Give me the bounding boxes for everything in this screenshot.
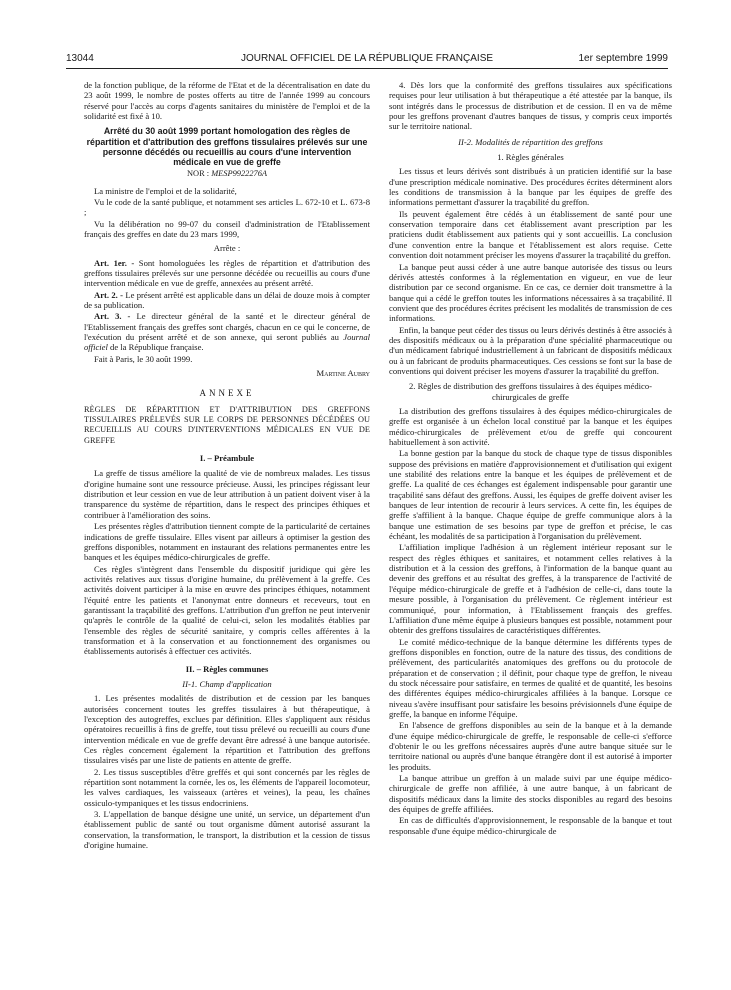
subsection-title: [389, 137, 672, 147]
arrete-word: Arrête :: [213, 243, 241, 254]
article-3: [84, 311, 370, 352]
paragraph: 2. Les tissus susceptibles d'être greffés et qui sont concernés par les règles de répartition sont notamment la cornée, les os, les éléments de l'appareil locomoteur, les valves cardiaques, les vaisseaux (artères et veines), la peau, les chaînes ossiculo-tympaniques et les tissus endocriniens.: [84, 766, 370, 808]
article-text: Sont homologuées les règles de répartition et d'attribution des greffons tissulaires prélevés sur une personne décédée ou recueillis au cours d'une intervention médicale en vue de greffe, annexées au présent arrêté.: [84, 257, 370, 289]
subsection-title-text: II-2. Modalités de répartition des greffons: [458, 136, 603, 147]
journal-link: Journal officiel: [84, 332, 370, 353]
paragraph: 1. Les présentes modalités de distribution et de cession par les banques autorisées concernent toutes les greffes tissulaires à but thérapeutique, à l'exception des autogreffes, exclues par définition. Elles s'appliquent aux résidus opératoires recueillis à fins de greffe, tout tissu prélevé ou recueilli au cours d'une intervention médicale en vue de greffe devant être adressé à une banque autorisée. Ces règles concernent également la répartition et l'attribution des greffons tissulaires visés par une liste de patients en attente de greffe.: [84, 693, 370, 766]
article-text: Le directeur général de la santé et le directeur général de l'Etablissement français des greffes sont chargés, chacun en ce qui le concerne, de l'exécution du présent arrêté et de son annexe, qui seront publiés au: [84, 311, 371, 342]
journal-title: JOURNAL OFFICIEL DE LA RÉPUBLIQUE FRANÇAISE: [240, 53, 494, 64]
paragraph: La greffe de tissus améliore la qualité de vie de nombreux malades. Les tissus d'origine humaine sont une ressource précieuse. Aussi, les principes régissant leur distribution et leur cession en vue de leur attribution à un patient doivent viser à la transparence du système de répartition, dans le respect des principes éthiques et contribuer à l'amélioration des soins.: [84, 468, 370, 520]
left-column: [84, 80, 370, 851]
paragraph: 4. Dès lors que la conformité des greffons tissulaires aux spécifications requises pour leur utilisation à but thérapeutique a été attestée par la banque, ils sont intégrés dans le processus de distribution et de cession. Il en va de même pour les greffons provenant d'autres banques de tissus, y compris ceux importés sur le territoire national.: [389, 80, 672, 132]
right-column: [389, 80, 672, 837]
subsection-title: 2. Règles de distribution des greffons tissulaires à des équipes médico-chirurgicales de greffe: [408, 381, 653, 402]
paragraph: Ils peuvent également être cédés à un établissement de santé pour une conservation temporaire dans cet établissement avant prescription par les praticiens dudit établissement aux patients qui y sont accueillis. La conclusion d'une convention entre la banque et l'établissement est alors requise. Cette convention doit notamment préciser les moyens d'assurer la traçabilité du greffon.: [389, 208, 672, 261]
paragraph: L'affiliation implique l'adhésion à un règlement intérieur reposant sur le respect des règles éthiques et sanitaires, et notamment celles relatives à la distribution et à la cession des greffons, à l'information de la banque quant au devenir des greffons et au résultat des greffes, à la transparence de l'activité de l'équipe médico-chirurgicale de greffe et à l'adhésion de celle-ci, dans toute la mesure possible, à l'organisation du prélèvement. Ce règlement intérieur est communiqué, pour information, à l'Etablissement français des greffes. L'affiliation d'une même équipe à plusieurs banques est possible, notamment pour obtenir des greffons tissulaires de caractéristiques différentes.: [389, 542, 672, 636]
subsection-title: 1. Règles générales: [497, 152, 564, 163]
page-header: [66, 53, 668, 67]
paragraph: Enfin, la banque peut céder des tissus ou leurs dérivés destinés à être associés à des dispositifs médicaux ou à la préparation d'une spécialité pharmaceutique ou d'un médicament fabriqué industriellement à un fabricant de dispositifs médicaux ou à un fabricant de produits pharmaceutiques. Ces cessions se font sur la base de conventions qui doivent préciser les moyens d'assurer la traçabilité du greffon.: [389, 324, 672, 376]
issue-date: 1er septembre 1999: [578, 53, 668, 64]
subsection-title-text: II-1. Champ d'application: [182, 678, 272, 689]
paragraph: En cas de difficultés d'approvisionnement, le responsable de la banque et tout responsable d'une équipe médico-chirurgicale de: [389, 815, 672, 836]
paragraph: Les présentes règles d'attribution tiennent compte de la particularité de certaines indications de greffe tissulaire. Elles visent par ailleurs à optimiser la gestion des greffons disponibles, notamment en instaurant des relations permanentes entre les banques et les équipes médico-chirurgicales de greffe.: [84, 521, 370, 563]
paragraph: La bonne gestion par la banque du stock de chaque type de tissus disponibles suppose des prévisions en matière d'approvisionnement et d'utilisation qui exigent une stabilité des relations entre la banque et les équipes de prélèvement et de greffe. La qualité de ces échanges est également indispensable pour garantir une traçabilité sans défaut des greffons. Aussi, les équipes de greffe doivent aviser les banques de leur intention de recourir à leurs services. A cette fin, les équipes de greffe s'affilient à la banque. Chaque équipe de greffe communique alors à la banque une estimation de ses besoins par type de greffon et précise, le cas échéant, les modalités de sa participation à l'organisation du prélèvement.: [389, 448, 672, 542]
annexe-heading: ANNEXE: [199, 388, 255, 399]
paragraph: Ces règles s'intègrent dans l'ensemble du dispositif juridique qui gère les activités relatives aux tissus d'origine humaine, du prélèvement à la greffe. Ces activités doivent participer à la mise en œuvre des principes éthiques, notamment l'équité entre les patients et l'anonymat entre donneurs et receveurs, tout en garantissant la traçabilité des greffons. L'attribution d'un greffon ne peut intervenir qu'après le contrôle de la qualité de celui-ci, selon les modalités établies par l'ensemble des règles de sécurité sanitaire, y compris celles afférentes à la transformation et à la conservation et au fonctionnement des organismes ou établissements autorisés à effectuer ces activités.: [84, 563, 370, 657]
page-number: 13044: [66, 53, 94, 64]
header-rule: [66, 68, 668, 69]
signature: Martine Aubry: [316, 368, 370, 379]
section-title: I. – Préambule: [199, 453, 255, 464]
nor-code: MESP9922276A: [211, 169, 268, 179]
nor-reference: [84, 169, 370, 179]
paragraph: En l'absence de greffons disponibles au sein de la banque et à la demande d'une équipe médico-chirurgicale de greffe, le responsable de celle-ci s'efforce d'obtenir le ou les greffons nécessaires auprès d'une autre banque située sur le territoire national ou auprès d'une banque étrangère dont il est autorisé à importer les produits.: [389, 720, 672, 772]
article-text: Le présent arrêté est applicable dans un délai de douze mois à compter de sa publication.: [84, 289, 370, 310]
article-text: de la République française.: [107, 342, 204, 353]
subsection-title: [84, 679, 370, 689]
paragraph: La banque attribue un greffon à un malade suivi par une équipe médico-chirurgicale de greffe non affiliée, à une autre banque, à un fabricant de dispositifs médicaux dans la limite des stocks disponibles au regard des besoins des équipes de greffe affiliées.: [389, 773, 672, 815]
paragraph: La banque peut aussi céder à une autre banque autorisée des tissus ou leurs dérivés attestés conformes à la réglementation en vigueur, en vue de leur distribution par ce second organisme. En ce cas, ce dernier doit transmettre à la banque qui a cédé le greffon toutes les informations nécessaires à sa traçabilité. Il convient que des procédures écrites précisent les modalités de transmission de ces informations.: [389, 261, 672, 324]
paragraph: Vu la délibération no 99-07 du conseil d'administration de l'Etablissement français des greffes en date du 23 mars 1999,: [84, 218, 370, 239]
paragraph: de la fonction publique, de la réforme de l'Etat et de la décentralisation en date du 23 août 1999, le nombre de postes offerts au titre de l'année 1999 au concours réservé pour l'accès au corps d'agents sanitaires du ministère de l'emploi et de la solidarité est fixé à 10.: [84, 80, 370, 122]
done-at: Fait à Paris, le 30 août 1999.: [94, 353, 193, 364]
article-2: [84, 290, 370, 311]
section-title: II. – Règles communes: [185, 663, 269, 674]
annexe-title: RÈGLES DE RÉPARTITION ET D'ATTRIBUTION DES GREFFONS TISSULAIRES PRÉLEVÉS SUR LE CORPS DE PERSONNES DÉCÉDÉES OU RECUEILLIS AU COURS D'INTERVENTIONS MÉDICALES EN VUE DE GREFFE: [84, 404, 370, 445]
article-label: Art. 1er. -: [94, 257, 135, 268]
paragraph: La ministre de l'emploi et de la solidarité,: [94, 185, 237, 196]
article-1: [84, 258, 370, 289]
paragraph: Les tissus et leurs dérivés sont distribués à un praticien identifié sur la base d'une prescription médicale nominative. Des procédures écrites déterminent alors les conditions de transmission à la banque par les équipes de greffe des informations permettant d'assurer la traçabilité du greffon.: [389, 166, 672, 208]
paragraph: Le comité médico-technique de la banque détermine les différents types de greffons disponibles en fonction, outre de la nature des tissus, des conditions de prélèvement, des particularités anatomiques des greffons ou du protocole de préparation et de conservation ; il définit, pour chaque type de greffon, le niveau du stock nécessaire pour satisfaire, en termes de qualité et de quantité, les besoins des différentes équipes médico-chirurgicales affiliées à la banque. Lorsque ce niveau s'avère insuffisant pour satisfaire les besoins prévisionnels d'une équipe de greffe, la banque en informe l'équipe.: [389, 636, 672, 719]
paragraph: La distribution des greffons tissulaires à des équipes médico-chirurgicales de greffe est organisée à un échelon local constitué par la banque et les équipes médico-chirurgicales de prélèvement et/ou de greffe qui concourent habituellement à son activité.: [389, 405, 672, 447]
paragraph: 3. L'appellation de banque désigne une unité, un service, un département d'un établissement public de santé ou tout organisme dûment autorisé assurant la conservation, la transformation, le transport, la distribution et la cession de tissus d'origine humaine.: [84, 809, 370, 851]
nor-label: NOR :: [186, 169, 210, 179]
arrete-title: Arrêté du 30 août 1999 portant homologation des règles de répartition et d'attribution des greffons tissulaires prélevés sur une personne décédés ou recueillis au cours d'une intervention médicale en vue de greffe: [86, 126, 368, 167]
article-label: Art. 2. -: [94, 289, 124, 300]
article-label: Art. 3. -: [94, 311, 131, 322]
paragraph: Vu le code de la santé publique, et notamment ses articles L. 672-10 et L. 673-8 ;: [84, 196, 370, 218]
